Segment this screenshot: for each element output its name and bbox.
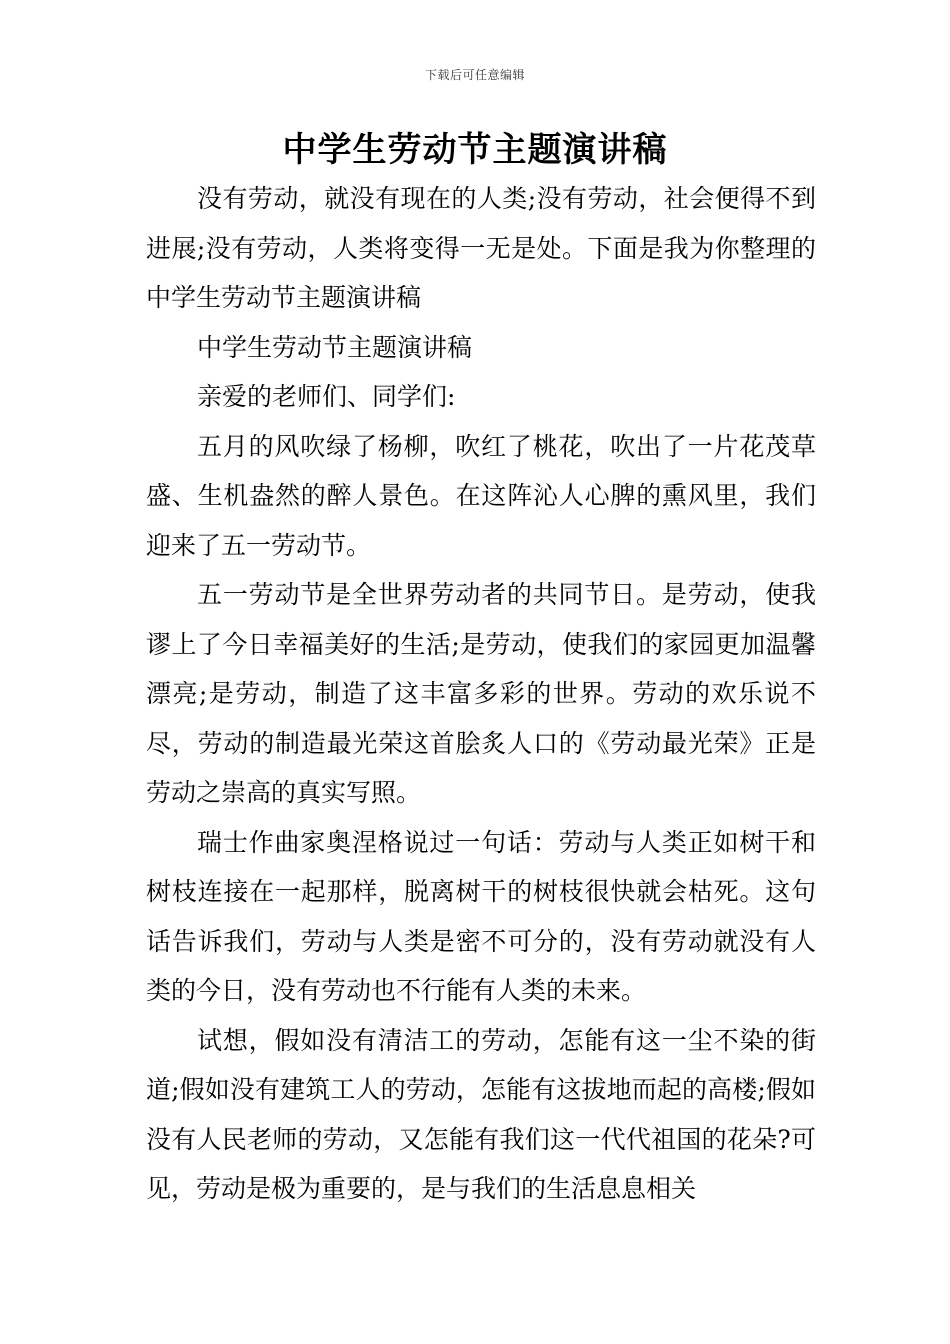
paragraph-subtitle: 中学生劳动节主题演讲稿 xyxy=(197,332,473,362)
paragraph: 五月的风吹绿了杨柳，吹红了桃花，吹出了一片花茂草盛、生机盎然的醉人景色。在这阵沁人心脾的熏风里，我们迎来了五一劳动节。 xyxy=(146,431,816,560)
paragraph: 五一劳动节是全世界劳动者的共同节日。是劳动，使我谬上了今日幸福美好的生活;是劳动，使我们的家园更加温馨漂亮;是劳动，制造了这丰富多彩的世界。劳动的欢乐说不尽，劳动的制造最光荣这首脍炙人口的《劳动最光荣》正是劳动之崇高的真实写照。 xyxy=(146,580,816,807)
paragraph: 瑞士作曲家奥涅格说过一句话：劳动与人类正如树干和树枝连接在一起那样，脱离树干的树枝很快就会枯死。这句话告诉我们，劳动与人类是密不可分的，没有劳动就没有人类的今日，没有劳动也不行能有人类的未来。 xyxy=(146,827,816,1005)
paragraph-greeting: 亲爱的老师们、同学们: xyxy=(197,382,456,411)
document-body xyxy=(146,174,816,1214)
paragraph-intro: 没有劳动，就没有现在的人类;没有劳动，社会便得不到进展;没有劳动，人类将变得一无是处。下面是我为你整理的中学生劳动节主题演讲稿 xyxy=(146,184,816,312)
document-title: 中学生劳动节主题演讲稿 xyxy=(282,130,668,170)
header-note: 下载后可任意编辑 xyxy=(424,68,525,82)
paragraph: 试想，假如没有清洁工的劳动，怎能有这一尘不染的街道;假如没有建筑工人的劳动，怎能有这拔地而起的高楼;假如没有人民老师的劳动，又怎能有我们这一代代祖国的花朵?可见，劳动是极为重要的，是与我们的生活息息相关 xyxy=(146,1025,816,1203)
